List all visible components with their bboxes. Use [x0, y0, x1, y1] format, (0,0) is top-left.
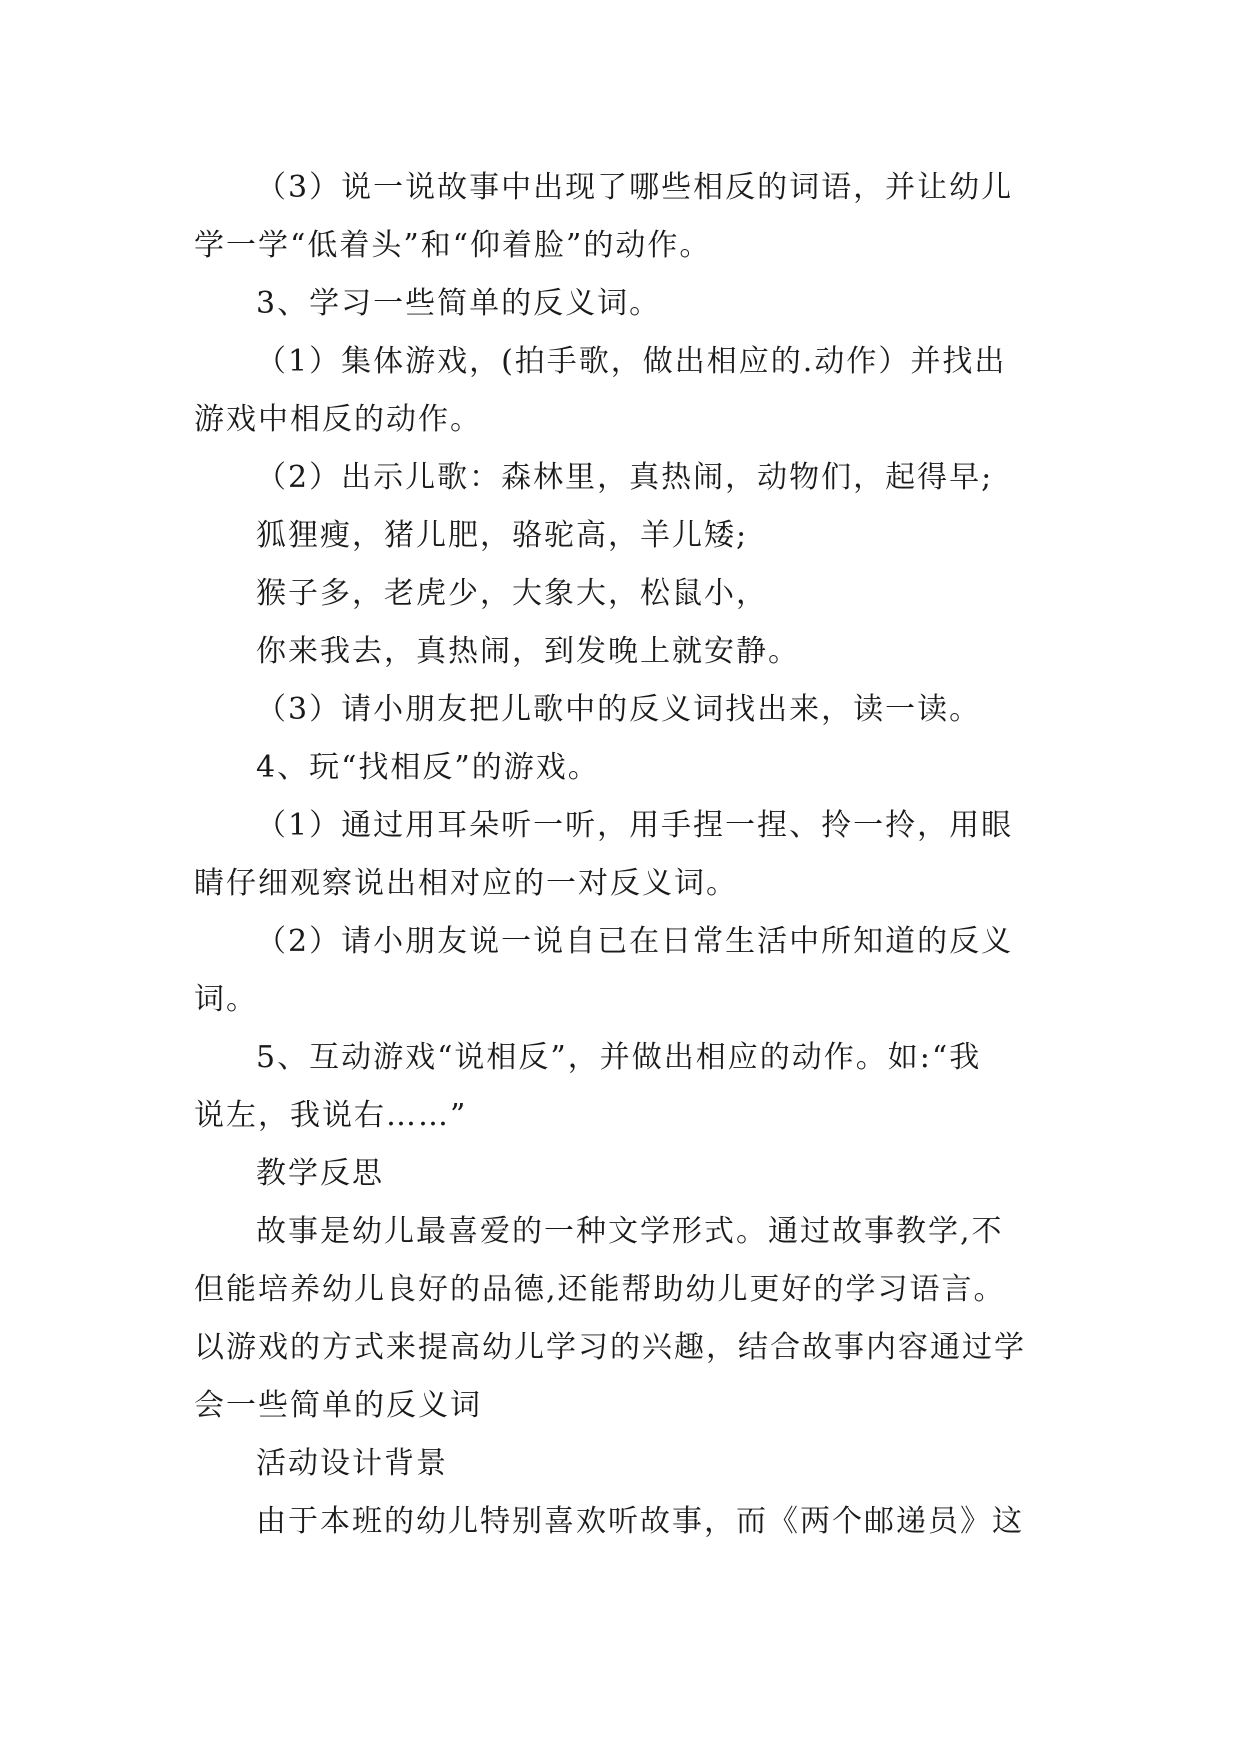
text-line: （1）集体游戏，(拍手歌，做出相应的.动作）并找出: [256, 344, 1007, 379]
section-heading: 教学反思: [256, 1156, 384, 1191]
text-line: 会一些简单的反义词: [194, 1388, 482, 1423]
text-line: 故事是幼儿最喜爱的一种文学形式。通过故事教学,不: [256, 1214, 1004, 1249]
text-line: 5、互动游戏“说相反”，并做出相应的动作。如:“我: [256, 1040, 982, 1075]
text-line: 说左，我说右……”: [194, 1098, 468, 1133]
text-line: （3）说一说故事中出现了哪些相反的词语，并让幼儿: [256, 170, 1014, 205]
text-line: 学一学“低着头”和“仰着脸”的动作。: [194, 228, 712, 263]
text-line: 3、学习一些简单的反义词。: [256, 286, 662, 321]
text-line: （1）通过用耳朵听一听，用手捏一捏、拎一拎，用眼: [256, 808, 1014, 843]
text-line: 由于本班的幼儿特别喜欢听故事，而《两个邮递员》这: [256, 1504, 1024, 1539]
text-line: 你来我去，真热闹，到发晚上就安静。: [256, 634, 800, 669]
text-line: 以游戏的方式来提高幼儿学习的兴趣，结合故事内容通过学: [194, 1330, 1026, 1365]
text-line: 游戏中相反的动作。: [194, 402, 482, 437]
text-line: 狐狸瘦，猪儿肥，骆驼高，羊儿矮;: [256, 518, 749, 553]
text-line: 词。: [194, 982, 258, 1017]
text-line: （2）出示儿歌：森林里，真热闹，动物们，起得早;: [256, 460, 994, 495]
text-line: 4、玩“找相反”的游戏。: [256, 750, 600, 785]
text-line: 猴子多，老虎少，大象大，松鼠小，: [256, 576, 768, 611]
text-line: 但能培养幼儿良好的品德,还能帮助幼儿更好的学习语言。: [194, 1272, 1006, 1307]
text-line: （3）请小朋友把儿歌中的反义词找出来，读一读。: [256, 692, 982, 727]
text-line: （2）请小朋友说一说自已在日常生活中所知道的反义: [256, 924, 1014, 959]
text-line: 睛仔细观察说出相对应的一对反义词。: [194, 866, 738, 901]
section-heading: 活动设计背景: [256, 1446, 448, 1481]
